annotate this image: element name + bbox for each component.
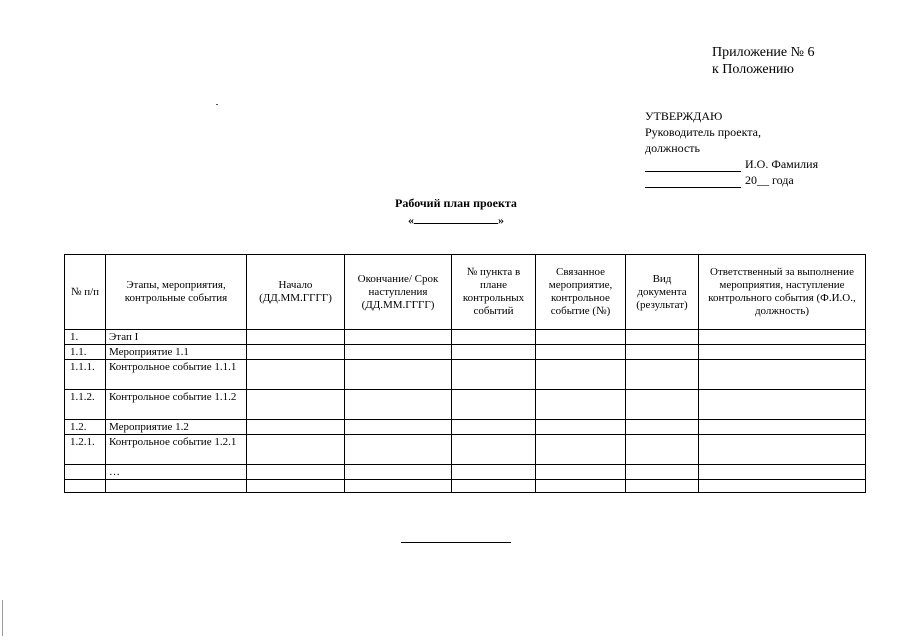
empty-cell[interactable] — [626, 330, 699, 345]
empty-cell[interactable] — [247, 360, 345, 390]
empty-cell[interactable] — [536, 465, 626, 480]
signature-line — [645, 156, 818, 172]
table-header-row — [65, 255, 866, 330]
empty-cell[interactable] — [699, 345, 866, 360]
empty-cell[interactable] — [247, 435, 345, 465]
row-number — [65, 480, 106, 493]
plan-name-line — [0, 211, 905, 227]
empty-cell[interactable] — [452, 420, 536, 435]
header-cell: № пункта в плане контрольных событий — [452, 255, 536, 330]
plan-name-open-quote: « — [408, 213, 414, 227]
empty-cell[interactable] — [626, 345, 699, 360]
row-stage: Контрольное событие 1.1.2 — [106, 390, 247, 420]
row-number: 1.1.1. — [65, 360, 106, 390]
empty-cell[interactable] — [699, 480, 866, 493]
approval-heading: УТВЕРЖДАЮ — [645, 109, 723, 123]
plan-name-close-quote: » — [498, 213, 504, 227]
empty-cell[interactable] — [699, 435, 866, 465]
row-number: 1.1. — [65, 345, 106, 360]
approval-position-line2: должность — [645, 141, 700, 155]
empty-cell[interactable] — [452, 345, 536, 360]
row-stage: Мероприятие 1.1 — [106, 345, 247, 360]
date-year: 20__ года — [745, 173, 794, 187]
empty-cell[interactable] — [536, 435, 626, 465]
row-number: 1.1.2. — [65, 390, 106, 420]
header-cell: № п/п — [65, 255, 106, 330]
empty-cell[interactable] — [699, 360, 866, 390]
empty-cell[interactable] — [247, 345, 345, 360]
header-cell: Начало (ДД.ММ.ГГГГ) — [247, 255, 345, 330]
row-stage: Контрольное событие 1.1.1 — [106, 360, 247, 390]
table-row — [65, 465, 866, 480]
annex-number: Приложение № 6 — [712, 45, 815, 60]
empty-cell[interactable] — [247, 390, 345, 420]
row-stage: Контрольное событие 1.2.1 — [106, 435, 247, 465]
empty-cell[interactable] — [452, 480, 536, 493]
table-row — [65, 390, 866, 420]
empty-cell[interactable] — [536, 345, 626, 360]
empty-cell[interactable] — [536, 420, 626, 435]
row-stage: Мероприятие 1.2 — [106, 420, 247, 435]
footer-rule — [401, 542, 511, 543]
table-row — [65, 420, 866, 435]
date-line — [645, 172, 818, 188]
empty-cell[interactable] — [345, 360, 452, 390]
empty-cell[interactable] — [699, 420, 866, 435]
header-cell: Ответственный за выполнение мероприятия, наступление контрольного события (Ф.И.О., должность) — [699, 255, 866, 330]
scan-margin-mark — [2, 600, 3, 636]
empty-cell[interactable] — [452, 435, 536, 465]
empty-cell[interactable] — [452, 390, 536, 420]
empty-cell[interactable] — [536, 390, 626, 420]
empty-cell[interactable] — [345, 480, 452, 493]
empty-cell[interactable] — [699, 390, 866, 420]
row-number: 1.2.1. — [65, 435, 106, 465]
row-number — [65, 465, 106, 480]
empty-cell[interactable] — [452, 465, 536, 480]
empty-cell[interactable] — [345, 330, 452, 345]
row-stage — [106, 480, 247, 493]
signature-blank[interactable] — [645, 159, 741, 172]
row-number: 1.2. — [65, 420, 106, 435]
header-cell: Этапы, мероприятия, контрольные события — [106, 255, 247, 330]
empty-cell[interactable] — [247, 480, 345, 493]
header-cell: Вид документа (результат) — [626, 255, 699, 330]
table-row — [65, 480, 866, 493]
empty-cell[interactable] — [247, 465, 345, 480]
plan-title: Рабочий план проекта — [395, 196, 517, 210]
empty-cell[interactable] — [626, 465, 699, 480]
date-blank[interactable] — [645, 175, 741, 188]
empty-cell[interactable] — [626, 480, 699, 493]
approval-block — [645, 108, 818, 188]
row-stage: Этап I — [106, 330, 247, 345]
annex-block — [712, 44, 815, 78]
empty-cell[interactable] — [626, 390, 699, 420]
table-row — [65, 345, 866, 360]
scan-speck — [216, 104, 218, 105]
header-cell: Связанное мероприятие, контрольное событие (№) — [536, 255, 626, 330]
approval-position-line1: Руководитель проекта, — [645, 125, 761, 139]
empty-cell[interactable] — [626, 360, 699, 390]
signature-name: И.О. Фамилия — [745, 157, 819, 171]
empty-cell[interactable] — [345, 390, 452, 420]
empty-cell[interactable] — [699, 465, 866, 480]
empty-cell[interactable] — [345, 465, 452, 480]
empty-cell[interactable] — [626, 420, 699, 435]
empty-cell[interactable] — [536, 330, 626, 345]
empty-cell[interactable] — [626, 435, 699, 465]
empty-cell[interactable] — [452, 360, 536, 390]
empty-cell[interactable] — [536, 360, 626, 390]
header-cell: Окончание/ Срок наступления (ДД.ММ.ГГГГ) — [345, 255, 452, 330]
table-row — [65, 330, 866, 345]
empty-cell[interactable] — [247, 420, 345, 435]
annex-reference: к Положению — [712, 62, 795, 77]
empty-cell[interactable] — [247, 330, 345, 345]
empty-cell[interactable] — [536, 480, 626, 493]
empty-cell[interactable] — [452, 330, 536, 345]
row-number: 1. — [65, 330, 106, 345]
table-row — [65, 360, 866, 390]
plan-name-blank[interactable] — [414, 211, 498, 224]
row-stage: … — [106, 465, 247, 480]
empty-cell[interactable] — [345, 345, 452, 360]
empty-cell[interactable] — [699, 330, 866, 345]
empty-cell[interactable] — [345, 435, 452, 465]
table-row — [65, 435, 866, 465]
empty-cell[interactable] — [345, 420, 452, 435]
work-plan-table — [64, 254, 866, 493]
